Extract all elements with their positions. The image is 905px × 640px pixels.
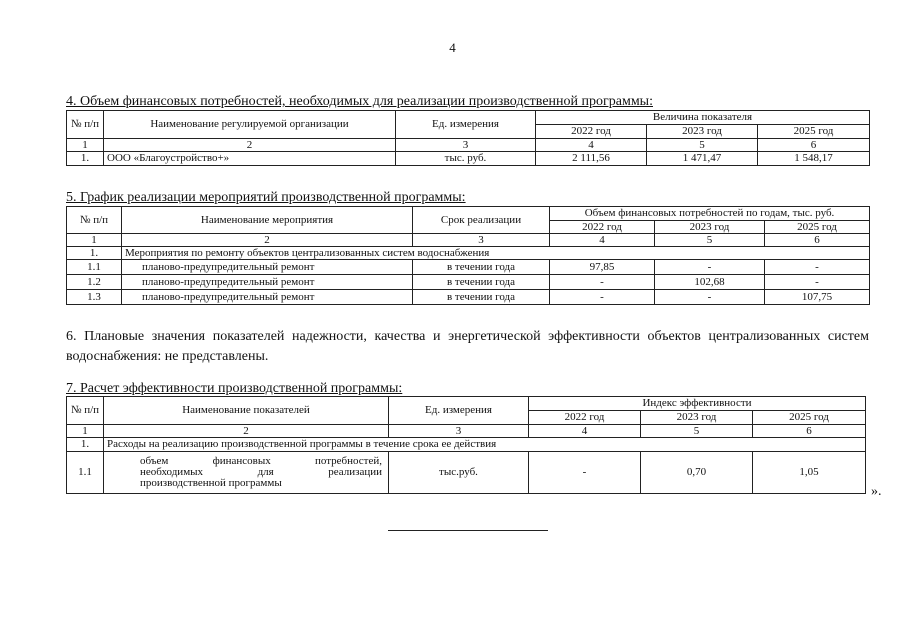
group-num: 1. bbox=[67, 438, 104, 452]
index-cell: 3 bbox=[413, 234, 550, 247]
row-value-2025: - bbox=[765, 275, 870, 290]
row-name: планово-предупредительный ремонт bbox=[122, 260, 413, 275]
header-name: Наименование мероприятия bbox=[122, 207, 413, 234]
row-value-2023: - bbox=[655, 260, 765, 275]
table-row bbox=[67, 152, 870, 166]
row-value-2022: - bbox=[529, 452, 641, 494]
index-cell: 5 bbox=[647, 139, 758, 152]
activities-schedule-table bbox=[66, 206, 870, 305]
header-group: Объем финансовых потребностей по годам, тыс. руб. bbox=[550, 207, 870, 221]
section7-title: 7. Расчет эффективности производственной программы: bbox=[66, 381, 403, 396]
index-cell: 3 bbox=[389, 425, 529, 438]
index-cell: 5 bbox=[655, 234, 765, 247]
table-row bbox=[67, 260, 870, 275]
closing-quote: ». bbox=[871, 484, 882, 499]
row-name-line: объем финансовых потребностей, bbox=[140, 455, 382, 467]
bottom-rule bbox=[388, 530, 548, 531]
header-value-group: Величина показателя bbox=[536, 111, 870, 125]
row-value-2025: - bbox=[765, 260, 870, 275]
index-cell: 6 bbox=[753, 425, 866, 438]
header-org: Наименование регулируемой организации bbox=[104, 111, 396, 139]
header-year: 2025 год bbox=[758, 125, 870, 139]
row-value-2023: 0,70 bbox=[641, 452, 753, 494]
row-name: планово-предупредительный ремонт bbox=[122, 290, 413, 305]
group-num: 1. bbox=[67, 247, 122, 260]
header-num: № п/п bbox=[67, 111, 104, 139]
header-period: Срок реализации bbox=[413, 207, 550, 234]
index-cell: 2 bbox=[104, 139, 396, 152]
row-num: 1.2 bbox=[67, 275, 122, 290]
page-number: 4 bbox=[449, 40, 456, 55]
table-row bbox=[67, 290, 870, 305]
row-unit: тыс. руб. bbox=[396, 152, 536, 166]
index-cell: 4 bbox=[529, 425, 641, 438]
index-cell: 4 bbox=[550, 234, 655, 247]
row-value-2025: 1 548,17 bbox=[758, 152, 870, 166]
index-cell: 1 bbox=[67, 139, 104, 152]
header-year: 2022 год bbox=[550, 221, 655, 234]
index-cell: 1 bbox=[67, 234, 122, 247]
row-org: ООО «Благоустройство+» bbox=[104, 152, 396, 166]
header-name: Наименование показателей bbox=[104, 397, 389, 425]
header-year: 2025 год bbox=[753, 411, 866, 425]
index-cell: 4 bbox=[536, 139, 647, 152]
section4-title: 4. Объем финансовых потребностей, необходимых для реализации производственной программы: bbox=[66, 94, 653, 109]
group-text: Мероприятия по ремонту объектов централизованных систем водоснабжения bbox=[122, 247, 870, 260]
header-num: № п/п bbox=[67, 207, 122, 234]
header-year: 2025 год bbox=[765, 221, 870, 234]
row-period: в течении года bbox=[413, 290, 550, 305]
table-row bbox=[67, 452, 866, 494]
row-value-2025: 107,75 bbox=[765, 290, 870, 305]
section5-title: 5. График реализации мероприятий производственной программы: bbox=[66, 190, 466, 205]
row-value-2022: 2 111,56 bbox=[536, 152, 647, 166]
row-value-2023: 102,68 bbox=[655, 275, 765, 290]
row-value-2022: - bbox=[550, 275, 655, 290]
row-num: 1.3 bbox=[67, 290, 122, 305]
efficiency-table bbox=[66, 396, 866, 494]
row-name: планово-предупредительный ремонт bbox=[122, 275, 413, 290]
index-cell: 2 bbox=[122, 234, 413, 247]
header-num: № п/п bbox=[67, 397, 104, 425]
index-cell: 1 bbox=[67, 425, 104, 438]
index-cell: 5 bbox=[641, 425, 753, 438]
row-unit: тыс.руб. bbox=[389, 452, 529, 494]
row-num: 1. bbox=[67, 152, 104, 166]
header-group: Индекс эффективности bbox=[529, 397, 866, 411]
header-year: 2023 год bbox=[647, 125, 758, 139]
header-year: 2022 год bbox=[529, 411, 641, 425]
row-period: в течении года bbox=[413, 275, 550, 290]
row-name-cell bbox=[104, 452, 389, 494]
row-value-2023: - bbox=[655, 290, 765, 305]
index-cell: 2 bbox=[104, 425, 389, 438]
section6-paragraph: 6. Плановые значения показателей надежности, качества и энергетической эффективности объектов централизованных систем водоснабжения: не представлены. bbox=[66, 329, 869, 364]
row-name-line: производственной программы bbox=[140, 477, 282, 489]
row-value-2025: 1,05 bbox=[753, 452, 866, 494]
header-unit: Ед. измерения bbox=[396, 111, 536, 139]
header-year: 2022 год bbox=[536, 125, 647, 139]
header-unit: Ед. измерения bbox=[389, 397, 529, 425]
row-num: 1.1 bbox=[67, 260, 122, 275]
header-year: 2023 год bbox=[655, 221, 765, 234]
row-num: 1.1 bbox=[67, 452, 104, 494]
header-year: 2023 год bbox=[641, 411, 753, 425]
index-cell: 6 bbox=[758, 139, 870, 152]
row-value-2022: 97,85 bbox=[550, 260, 655, 275]
row-value-2023: 1 471,47 bbox=[647, 152, 758, 166]
row-period: в течении года bbox=[413, 260, 550, 275]
table-row bbox=[67, 275, 870, 290]
row-value-2022: - bbox=[550, 290, 655, 305]
index-cell: 3 bbox=[396, 139, 536, 152]
row-name-line: необходимых для реализации bbox=[140, 466, 382, 478]
financial-needs-table bbox=[66, 110, 870, 166]
group-text: Расходы на реализацию производственной программы в течение срока ее действия bbox=[104, 438, 866, 452]
index-cell: 6 bbox=[765, 234, 870, 247]
